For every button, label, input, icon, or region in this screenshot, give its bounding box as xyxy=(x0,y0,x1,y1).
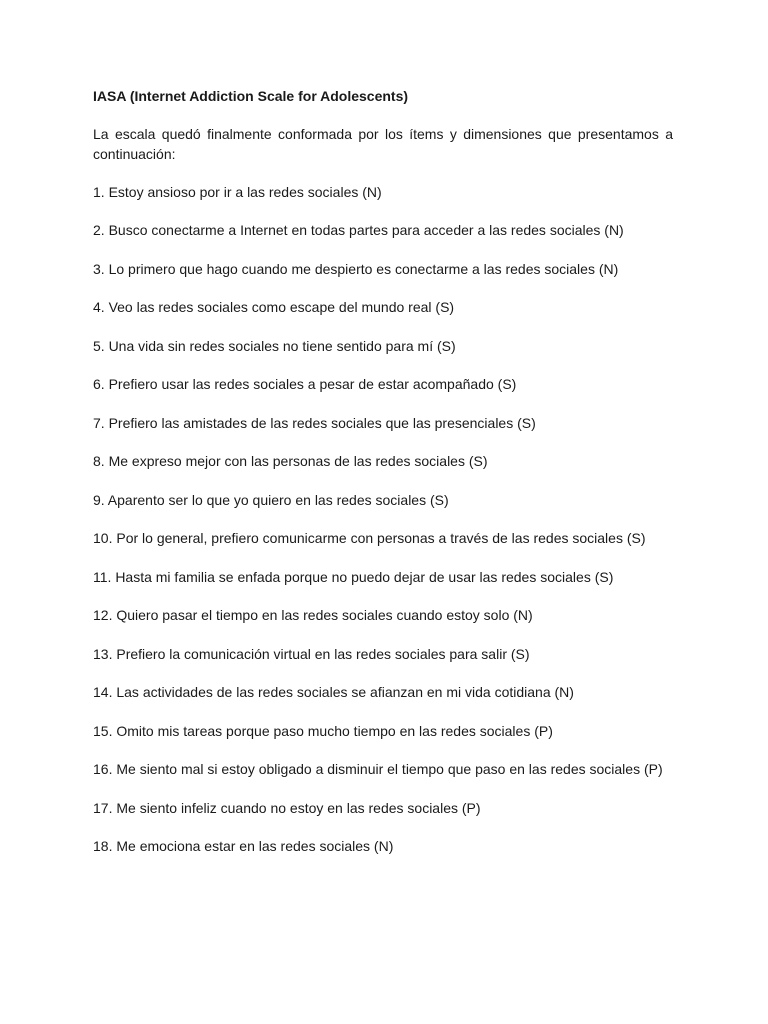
list-item: 15. Omito mis tareas porque paso mucho tiempo en las redes sociales (P) xyxy=(93,722,553,739)
list-item: 11. Hasta mi familia se enfada porque no puedo dejar de usar las redes sociales (S) xyxy=(93,568,614,585)
list-item: 8. Me expreso mejor con las personas de las redes sociales (S) xyxy=(93,453,488,469)
list-item: 10. Por lo general, prefiero comunicarme con personas a través de las redes sociales (S) xyxy=(93,530,646,546)
list-item: 17. Me siento infeliz cuando no estoy en las redes sociales (P) xyxy=(93,799,481,816)
list-item: 1. Estoy ansioso por ir a las redes sociales (N) xyxy=(93,183,382,200)
item-list xyxy=(93,183,673,857)
list-item: 3. Lo primero que hago cuando me despierto es conectarme a las redes sociales (N) xyxy=(93,260,619,277)
list-item: 14. Las actividades de las redes sociales se afianzan en mi vida cotidiana (N) xyxy=(93,684,574,700)
list-item: 18. Me emociona estar en las redes sociales (N) xyxy=(93,838,394,854)
intro-paragraph: La escala quedó finalmente conformada por los ítems y dimensiones que presentamos a continuación: xyxy=(93,126,673,162)
list-item: 13. Prefiero la comunicación virtual en las redes sociales para salir (S) xyxy=(93,645,530,662)
list-item: 12. Quiero pasar el tiempo en las redes sociales cuando estoy solo (N) xyxy=(93,607,533,623)
list-item: 4. Veo las redes sociales como escape del mundo real (S) xyxy=(93,299,455,315)
list-item: 5. Una vida sin redes sociales no tiene sentido para mí (S) xyxy=(93,337,456,354)
document-body xyxy=(93,87,673,876)
list-item: 16. Me siento mal si estoy obligado a disminuir el tiempo que paso en las redes sociales (P) xyxy=(93,761,663,777)
list-item: 7. Prefiero las amistades de las redes sociales que las presenciales (S) xyxy=(93,414,536,431)
list-item: 6. Prefiero usar las redes sociales a pesar de estar acompañado (S) xyxy=(93,376,517,392)
document-title: IASA (Internet Addiction Scale for Adolescents) xyxy=(93,88,409,104)
list-item: 9. Aparento ser lo que yo quiero en las redes sociales (S) xyxy=(93,491,449,508)
list-item: 2. Busco conectarme a Internet en todas partes para acceder a las redes sociales (N) xyxy=(93,222,624,238)
